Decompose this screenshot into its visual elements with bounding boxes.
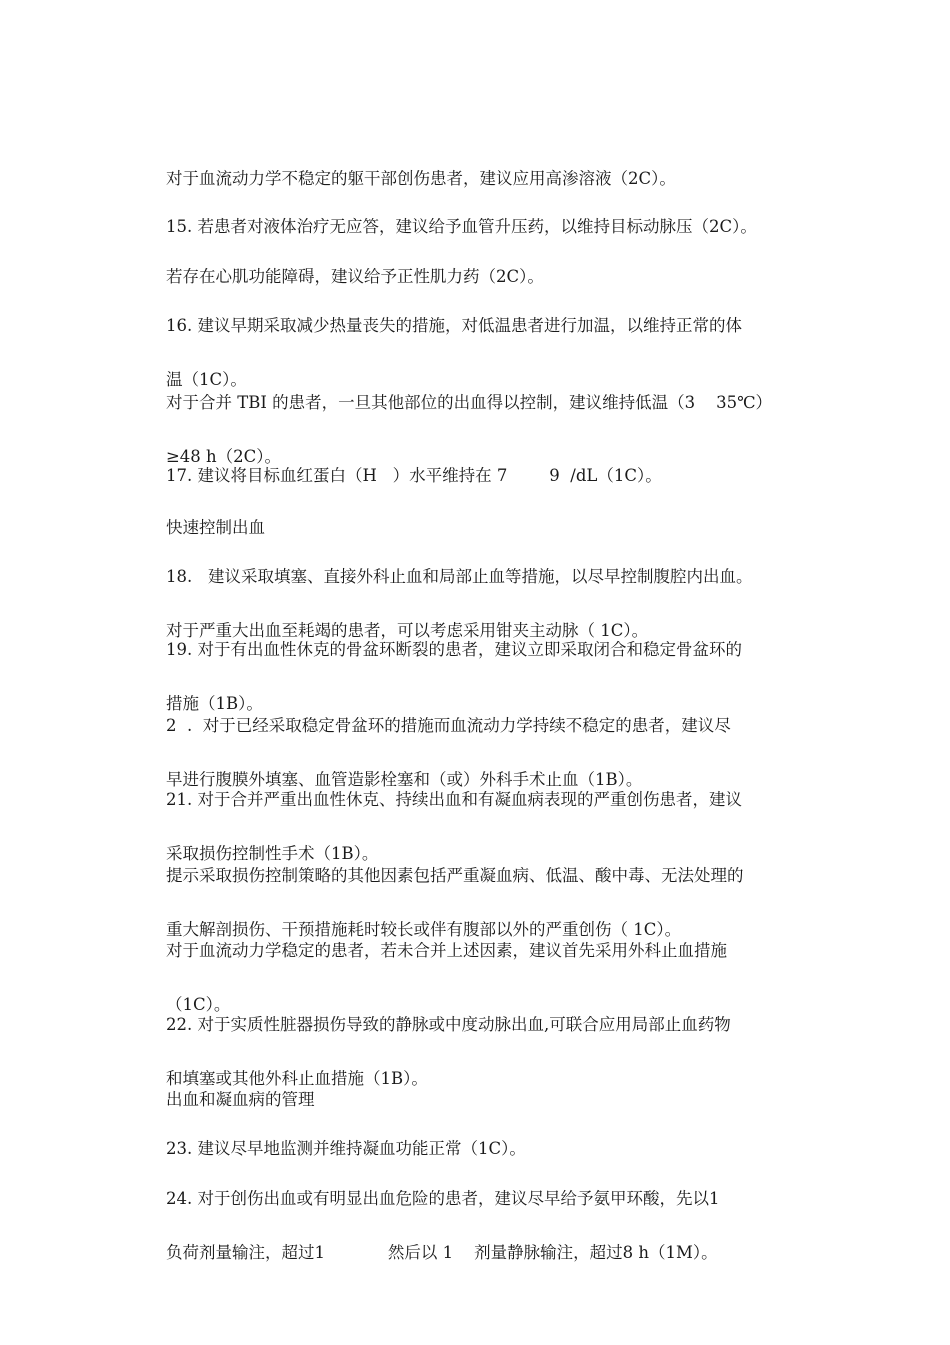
text-line: 负荷剂量输注，超过1 然后以 1 剂量静脉输注，超过8 h（1M）。 [165, 1243, 718, 1262]
text-line: 措施（1B）。 [165, 694, 263, 713]
text-line: （1C）。 [165, 995, 231, 1014]
text-line: 和填塞或其他外科止血措施（1B）。 [165, 1069, 428, 1088]
text-line: 24. 对于创伤出血或有明显出血危险的患者，建议尽早给予氨甲环酸，先以1 [165, 1189, 720, 1208]
paragraph [145, 1158, 815, 1293]
text-line: 对于合并 TBI 的患者，一旦其他部位的出血得以控制，建议维持低温（3 35℃） [165, 393, 773, 412]
text-line: 重大解剖损伤、干预措施耗时较长或伴有腹部以外的严重创伤（ 1C）。 [165, 920, 682, 939]
text-line: 15. 若患者对液体治疗无应答，建议给予血管升压药，以维持目标动脉压（2C）。 [165, 217, 757, 236]
text-line: 23. 建议尽早地监测并维持凝血功能正常（1C）。 [165, 1139, 526, 1158]
text-line: 快速控制出血 [165, 518, 265, 537]
text-line: 采取损伤控制性手术（1B）。 [165, 844, 379, 863]
text-line: 出血和凝血病的管理 [165, 1090, 315, 1109]
text-line: 18. 建议采取填塞、直接外科止血和局部止血等措施，以尽早控制腹腔内出血。 [165, 567, 753, 586]
text-line: 早进行腹膜外填塞、血管造影栓塞和（或）外科手术止血（1B）。 [165, 770, 643, 789]
text-line: 21. 对于合并严重出血性休克、持续出血和有凝血病表现的严重创伤患者，建议 [165, 790, 742, 809]
text-line: 温（1C）。 [165, 370, 247, 389]
text-line: 提示采取损伤控制策略的其他因素包括严重凝血病、低温、酸中毒、无法处理的 [165, 866, 744, 885]
text-line: 22. 对于实质性脏器损伤导致的静脉或中度动脉出血,可联合应用局部止血药物 [165, 1015, 731, 1034]
text-line: 若存在心肌功能障碍，建议给予正性肌力药（2C）。 [165, 267, 544, 286]
text-line: 16. 建议早期采取减少热量丧失的措施，对低温患者进行加温，以维持正常的体 [165, 316, 742, 335]
text-line: 对于血流动力学不稳定的躯干部创伤患者，建议应用高渗溶液（2C）。 [165, 169, 676, 188]
text-line: 19. 对于有出血性休克的骨盆环断裂的患者，建议立即采取闭合和稳定骨盆环的 [165, 640, 742, 659]
text-line: 2 . 对于已经采取稳定骨盆环的措施而血流动力学持续不稳定的患者，建议尽 [165, 716, 731, 735]
text-line: 对于严重大出血至耗竭的患者，可以考虑采用钳夹主动脉（ 1C）。 [165, 621, 649, 640]
text-line: 对于血流动力学稳定的患者，若未合并上述因素，建议首先采用外科止血措施 [165, 941, 727, 960]
text-line: 17. 建议将目标血红蛋白（H ）水平维持在 7 9 /dL（1C）。 [165, 466, 662, 485]
text-line: ≥48 h（2C）。 [165, 447, 282, 466]
